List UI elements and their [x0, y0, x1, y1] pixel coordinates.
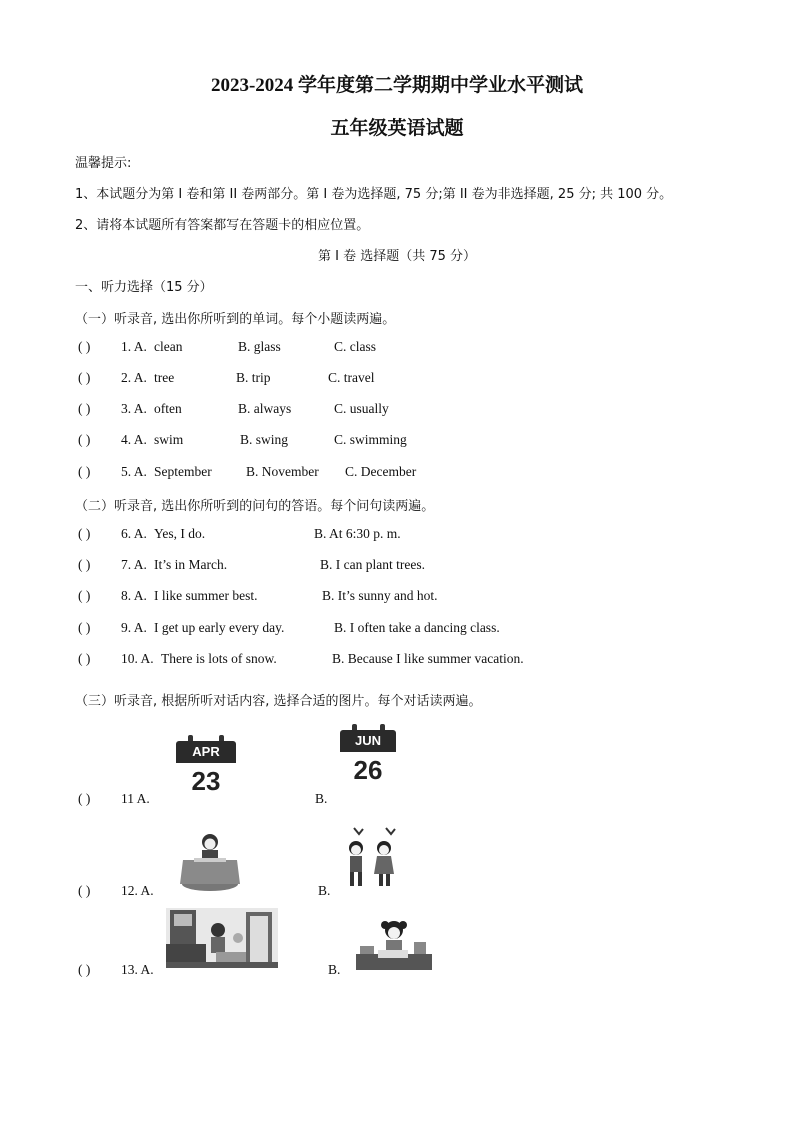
calendar-day: 26	[353, 755, 383, 785]
part-a-heading: （一）听录音, 选出你所听到的单词。每个小题读两遍。	[75, 312, 396, 327]
answer-paren[interactable]: ( )	[78, 401, 91, 416]
part-heading: 一、听力选择（15 分）	[75, 280, 213, 295]
option-c: C. swimming	[334, 432, 407, 447]
answer-paren[interactable]: ( )	[78, 432, 91, 447]
option-b: B. It’s sunny and hot.	[322, 588, 438, 603]
answer-paren[interactable]: ( )	[78, 526, 91, 541]
exam-title: 2023-2024 学年度第二学期期中学业水平测试	[210, 75, 584, 96]
option-a: September	[154, 464, 212, 479]
option-b: B. I can plant trees.	[320, 557, 425, 572]
option-b: B. glass	[238, 339, 281, 354]
question-number: 7. A.	[121, 557, 147, 572]
question-number: 8. A.	[121, 588, 147, 603]
question-number: 9. A.	[121, 620, 147, 635]
option-a: tree	[154, 370, 175, 385]
section-heading: 第 I 卷 选择题（共 75 分）	[317, 249, 477, 264]
question-number: 4. A.	[121, 432, 147, 447]
option-c: C. class	[334, 339, 376, 354]
option-b: B. November	[246, 464, 319, 479]
option-b: B. swing	[240, 432, 289, 447]
exam-subtitle: 五年级英语试题	[330, 118, 464, 139]
answer-paren[interactable]: ( )	[78, 962, 91, 977]
part-b-heading: （二）听录音, 选出你所听到的问句的答语。每个问句读两遍。	[75, 499, 435, 514]
part-c-heading: （三）听录音, 根据所听对话内容, 选择合适的图片。每个对话读两遍。	[75, 694, 482, 709]
notes-line-1: 1、本试题分为第 I 卷和第 II 卷两部分。第 I 卷为选择题, 75 分;第 II 卷为非选择题, 25 分; 共 100 分。	[75, 187, 673, 202]
calendar-apr-image[interactable]	[176, 733, 236, 803]
option-b: B. I often take a dancing class.	[334, 620, 500, 635]
question-number: 11 A.	[121, 791, 150, 806]
option-b: B. always	[238, 401, 292, 416]
calendar-month: JUN	[340, 730, 396, 752]
question-number: 1. A.	[121, 339, 147, 354]
answer-paren[interactable]: ( )	[78, 588, 91, 603]
calendar-month: APR	[176, 741, 236, 763]
option-a: I get up early every day.	[154, 620, 285, 635]
question-number: 5. A.	[121, 464, 147, 479]
option-b: B. Because I like summer vacation.	[332, 651, 524, 666]
option-b: B.	[328, 962, 341, 977]
answer-paren[interactable]: ( )	[78, 464, 91, 479]
notes-line-2: 2、请将本试题所有答案都写在答题卡的相应位置。	[75, 218, 370, 233]
question-number: 3. A.	[121, 401, 147, 416]
question-number: 10. A.	[121, 651, 154, 666]
calendar-jun-image[interactable]	[340, 722, 396, 794]
option-a: clean	[154, 339, 183, 354]
option-a: There is lots of snow.	[161, 651, 277, 666]
answer-paren[interactable]: ( )	[78, 651, 91, 666]
option-c: C. usually	[334, 401, 389, 416]
question-number: 12. A.	[121, 883, 154, 898]
question-number: 13. A.	[121, 962, 154, 977]
answer-paren[interactable]: ( )	[78, 883, 91, 898]
question-number: 2. A.	[121, 370, 147, 385]
option-a: swim	[154, 432, 184, 447]
girl-drawing-image[interactable]	[356, 918, 432, 972]
option-a: often	[154, 401, 182, 416]
option-b: B.	[318, 883, 331, 898]
question-number: 6. A.	[121, 526, 147, 541]
answer-paren[interactable]: ( )	[78, 557, 91, 572]
option-a: It’s in March.	[154, 557, 228, 572]
two-children-image[interactable]	[340, 826, 404, 890]
option-a: Yes, I do.	[154, 526, 206, 541]
option-b: B. trip	[236, 370, 271, 385]
answer-paren[interactable]: ( )	[78, 620, 91, 635]
option-b: B.	[315, 791, 328, 806]
answer-paren[interactable]: ( )	[78, 791, 91, 806]
girl-at-table-image[interactable]	[180, 830, 240, 892]
notes-label: 温馨提示:	[75, 156, 132, 171]
option-c: C. travel	[328, 370, 375, 385]
calendar-day: 23	[191, 766, 221, 796]
option-b: B. At 6:30 p. m.	[314, 526, 401, 541]
living-room-image[interactable]	[166, 908, 278, 968]
option-a: I like summer best.	[154, 588, 258, 603]
answer-paren[interactable]: ( )	[78, 370, 91, 385]
answer-paren[interactable]: ( )	[78, 339, 91, 354]
option-c: C. December	[345, 464, 417, 479]
